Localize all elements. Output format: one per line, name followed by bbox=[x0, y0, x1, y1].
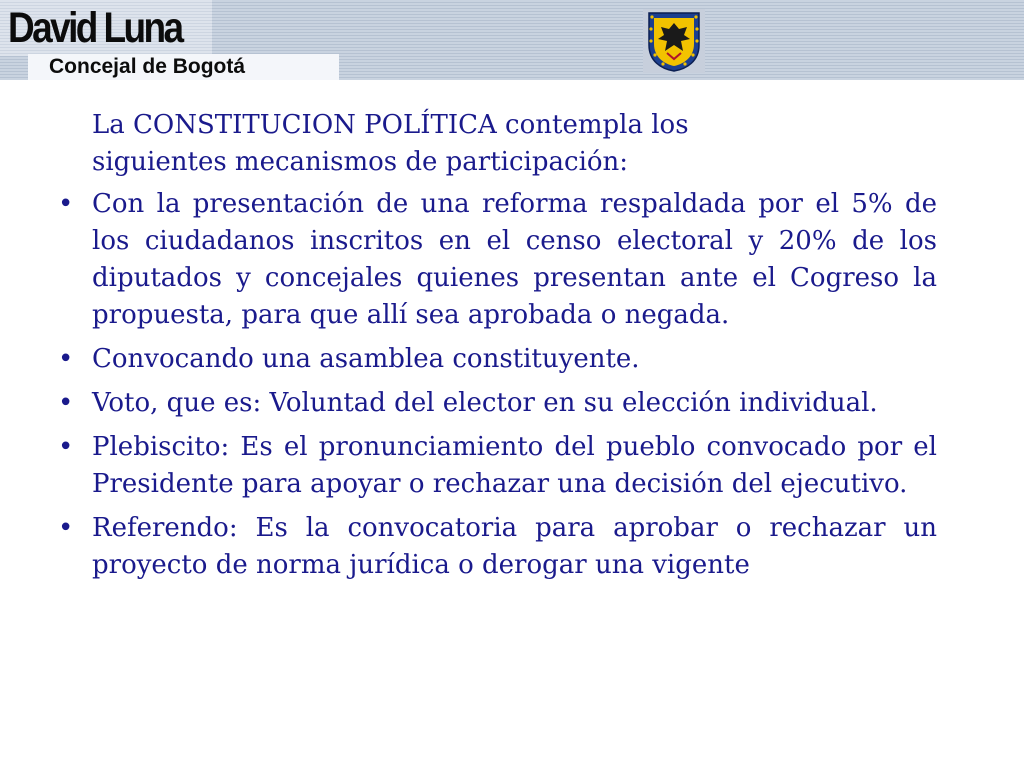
list-item bbox=[58, 186, 937, 334]
header-banner bbox=[0, 0, 1024, 80]
list-item bbox=[58, 341, 937, 378]
list-item bbox=[58, 429, 937, 503]
bullet-icon: • bbox=[58, 432, 74, 462]
list-item-text: Convocando una asamblea constituyente. bbox=[92, 344, 640, 374]
header-name: David Luna bbox=[8, 4, 182, 52]
slide-body bbox=[58, 107, 937, 591]
list-item-text: Voto, que es: Voluntad del elector en su elección individual. bbox=[92, 388, 878, 418]
list-item bbox=[58, 510, 937, 584]
intro-paragraph: La CONSTITUCION POLÍTICA contempla los siguientes mecanismos de participación: bbox=[92, 110, 689, 177]
header-title: Concejal de Bogotá bbox=[49, 55, 246, 78]
bullet-icon: • bbox=[58, 344, 74, 374]
bullet-icon: • bbox=[58, 513, 74, 543]
bullet-list bbox=[58, 186, 937, 584]
list-item-text: Plebiscito: Es el pronunciamiento del pueblo convocado por el Presidente para apoyar o rechazar una decisión del ejecutivo. bbox=[92, 432, 937, 499]
bogota-coat-of-arms-icon bbox=[643, 9, 705, 73]
bullet-icon: • bbox=[58, 388, 74, 418]
list-item bbox=[58, 385, 937, 422]
list-item-text: Referendo: Es la convocatoria para aprobar o rechazar un proyecto de norma jurídica o derogar una vigente bbox=[92, 513, 937, 580]
bullet-icon: • bbox=[58, 189, 74, 219]
list-item-text: Con la presentación de una reforma respaldada por el 5% de los ciudadanos inscritos en el censo electoral y 20% de los diputados y concejales quienes presentan ante el Cogreso la propuesta, para que allí sea aprobada o negada. bbox=[92, 189, 937, 330]
